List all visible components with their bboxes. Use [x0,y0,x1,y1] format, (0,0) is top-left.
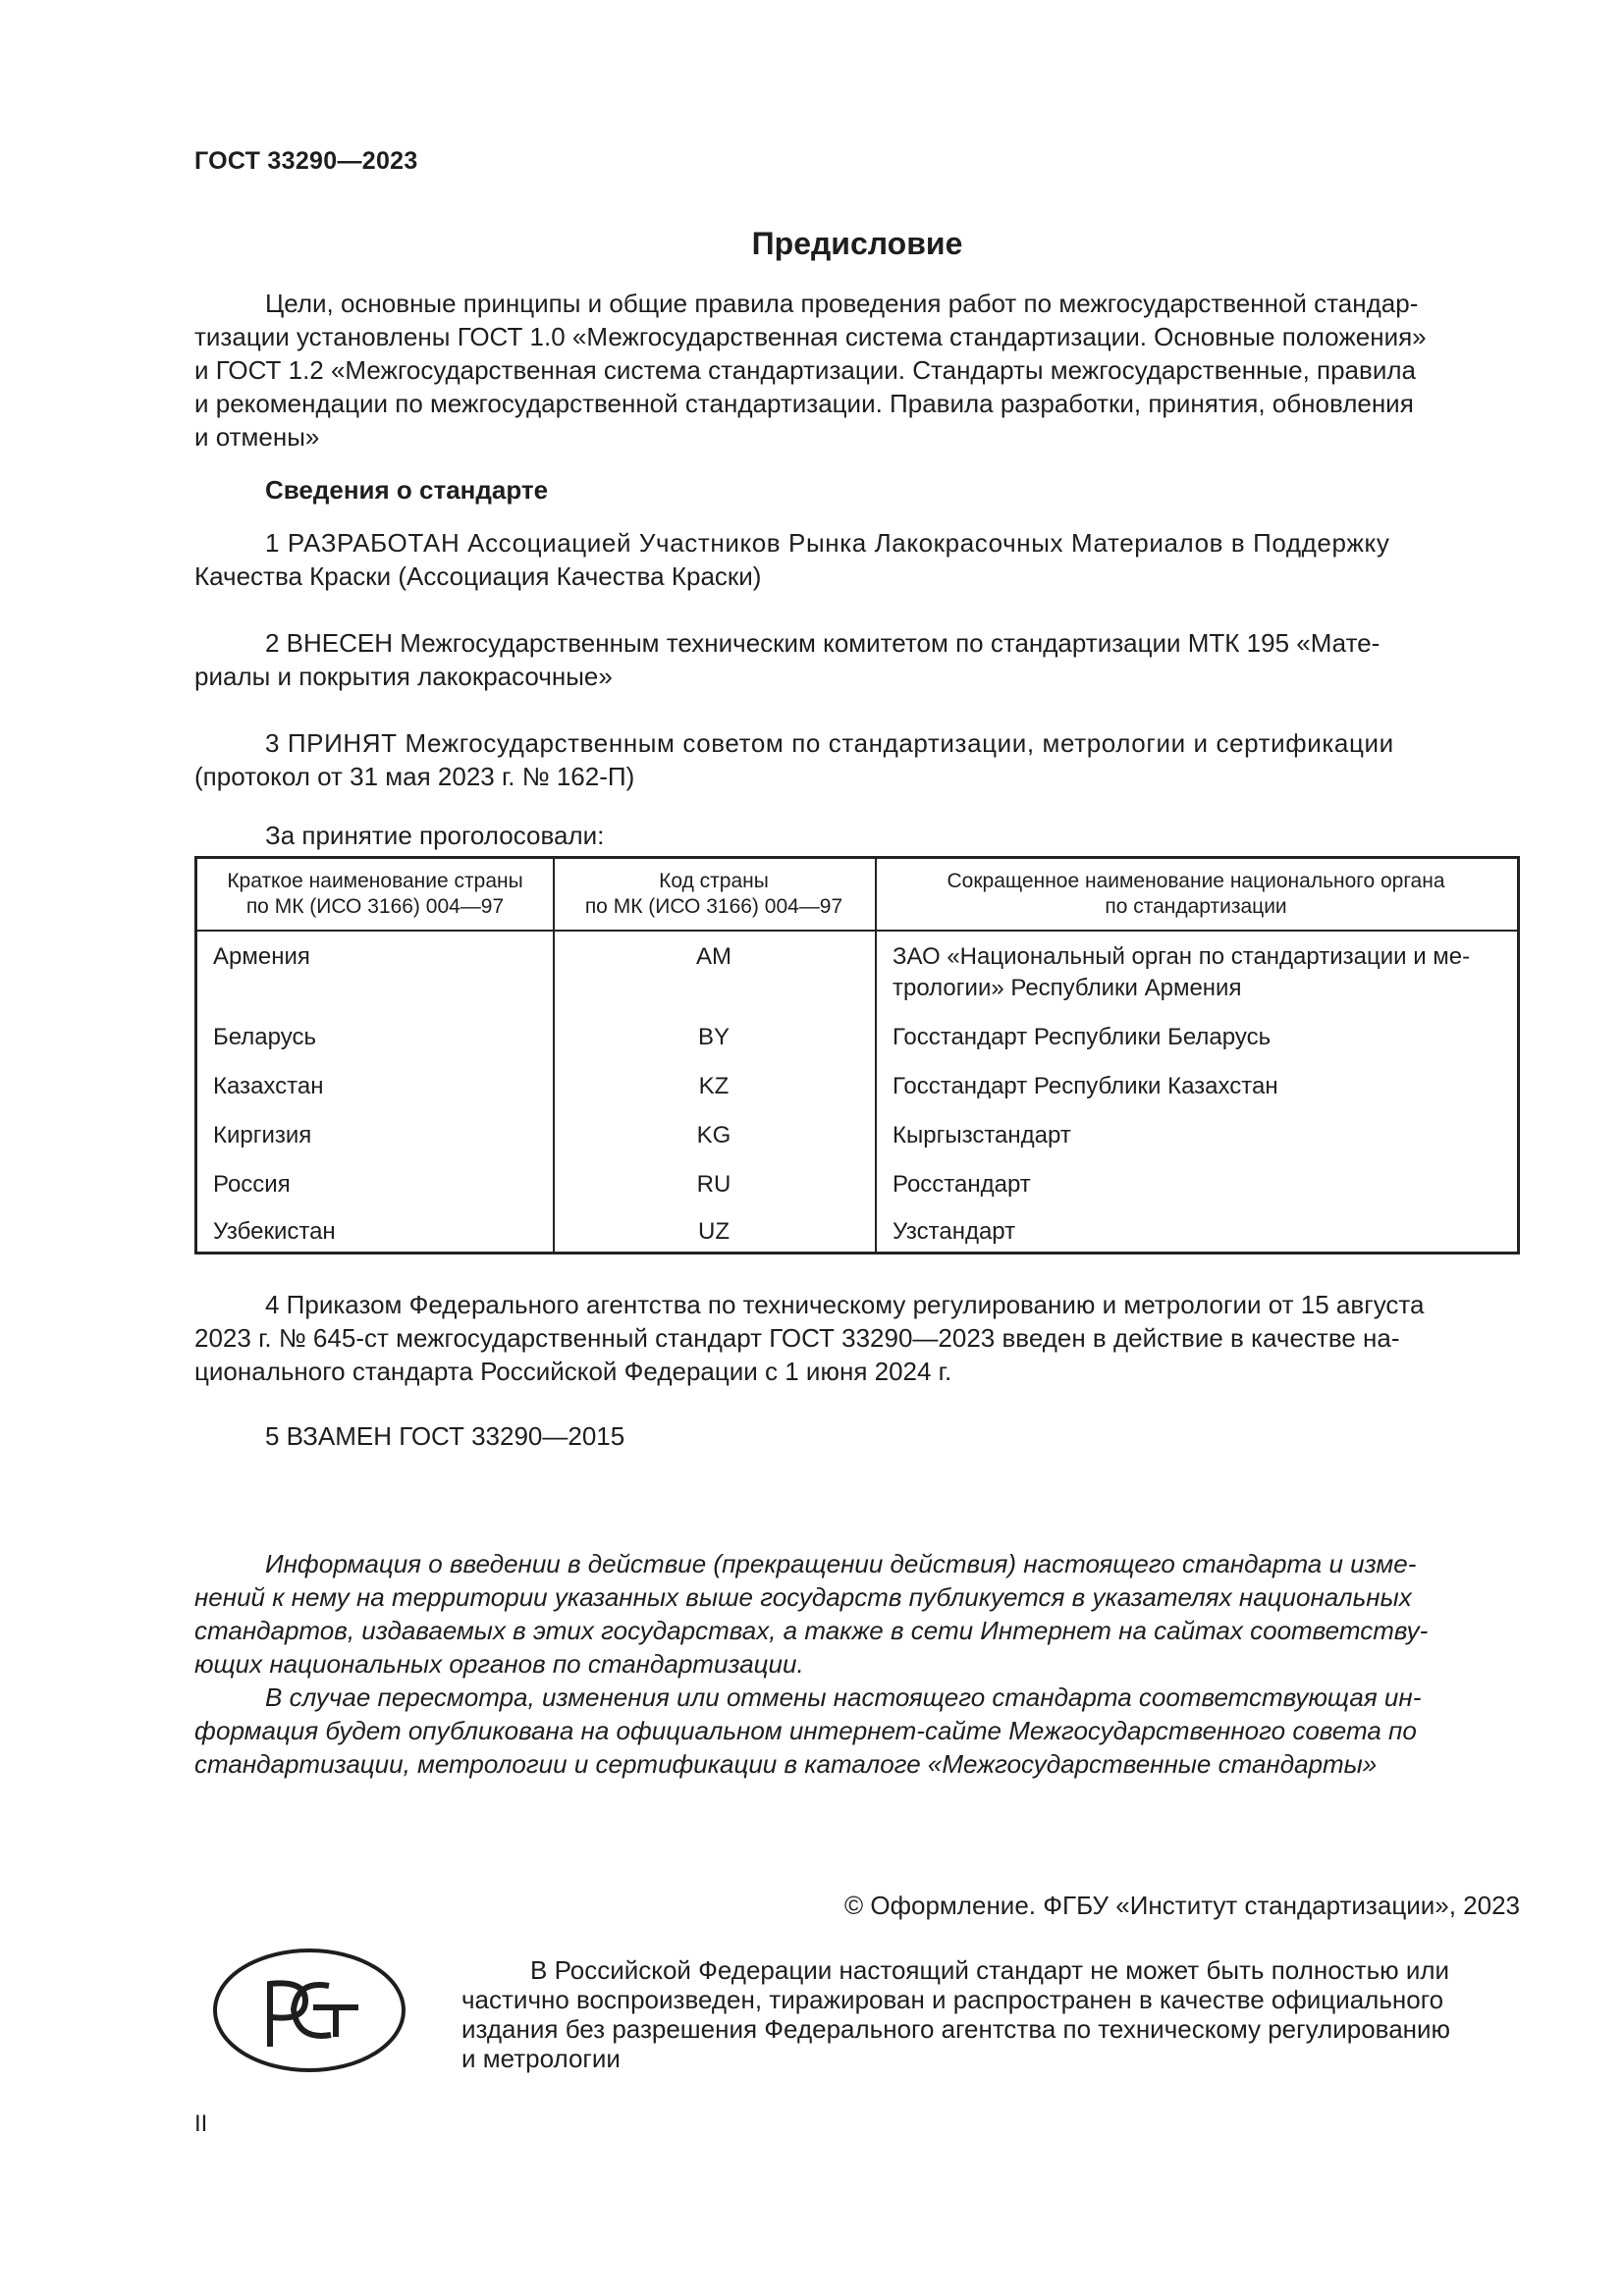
voted-label: За принятие проголосовали: [265,821,605,850]
table-cell-code: BY [697,1024,730,1050]
item-1-line-2: Качества Краски (Ассоциация Качества Краски) [194,561,762,591]
page-number: II [194,2110,208,2137]
intro-line-1: Цели, основные принципы и общие правила проведения работ по межгосударственной стандар- [265,289,1419,318]
item-2-line-2: риалы и покрытия лакокрасочные» [194,662,613,691]
table-header-divider [197,930,1517,932]
table-header-country: Краткое наименование страны по МК (ИСО 3166) 004—97 [227,870,523,918]
note-1-line-4: ющих национальных органов по стандартизации. [194,1649,804,1679]
table-cell-code: AM [696,943,731,970]
table-cell-code: UZ [698,1218,730,1245]
item-5: 5 ВЗАМЕН ГОСТ 33290—2015 [265,1421,625,1451]
item-4-line-3: ционального стандарта Российской Федерации с 1 июня 2024 г. [194,1357,952,1386]
item-2-line-1: 2 ВНЕСЕН Межгосударственным техническим комитетом по стандартизации МТК 195 «Мате- [265,628,1380,658]
note-2-line-3: стандартизации, метрологии и сертификации в каталоге «Межгосударственные стандарты» [194,1749,1378,1779]
table-cell-body: Росстандарт [893,1171,1031,1198]
table-cell-country: Беларусь [213,1024,316,1050]
table-cell-body: Кыргызстандарт [893,1122,1071,1148]
table-header-body: Сокращенное наименование национального органа по стандартизации [947,870,1445,918]
note-1-line-3: стандартов, издаваемых в этих государствах, а также в сети Интернет на сайтах соответству- [194,1616,1429,1645]
table-cell-country: Киргизия [213,1122,312,1148]
intro-line-4: и рекомендации по межгосударственной стандартизации. Правила разработки, принятия, обновления [194,389,1414,418]
table-cell-code: KZ [698,1073,730,1099]
table-cell-code: RU [696,1171,731,1198]
voting-countries-table [194,856,1520,1255]
item-4-line-1: 4 Приказом Федерального агентства по техническому регулированию и метрологии от 15 августа [265,1290,1425,1319]
notice-line-3: издания без разрешения Федерального агентства по техническому регулированию [461,2014,1451,2044]
note-1-line-2: нений к нему на территории указанных выше государств публикуется в указателях национальных [194,1582,1412,1612]
table-cell-body: трологии» Республики Армения [893,975,1242,1001]
item-3-line-1: 3 ПРИНЯТ Межгосударственным советом по стандартизации, метрологии и сертификации [265,728,1394,758]
notice-line-4: и метрологии [461,2044,621,2073]
intro-line-3: и ГОСТ 1.2 «Межгосударственная система стандартизации. Стандарты межгосударственные, правила [194,355,1416,385]
notice-line-1: В Российской Федерации настоящий стандарт не может быть полностью или [530,1955,1450,1985]
table-header-code: Код страны по МК (ИСО 3166) 004—97 [584,870,843,918]
item-4-line-2: 2023 г. № 645-ст межгосударственный стандарт ГОСТ 33290—2023 введен в действие в качестве на- [194,1323,1400,1353]
item-3-line-2: (протокол от 31 мая 2023 г. № 162-П) [194,762,635,791]
table-cell-body: ЗАО «Национальный орган по стандартизации и ме- [893,943,1471,970]
copyright-line: © Оформление. ФГБУ «Институт стандартизации», 2023 [844,1891,1520,1920]
table-cell-body: Узстандарт [893,1218,1016,1245]
table-cell-country: Россия [213,1171,291,1198]
intro-line-5: и отмены» [194,422,320,452]
table-cell-body: Госстандарт Республики Казахстан [893,1073,1278,1099]
page-title: Предисловие [751,226,963,261]
standard-info-heading: Сведения о стандарте [265,475,549,505]
note-2-line-2: формация будет опубликована на официальном интернет-сайте Межгосударственного совета по [194,1716,1417,1745]
rst-certification-mark-icon [211,1947,407,2074]
intro-line-2: тизации установлены ГОСТ 1.0 «Межгосударственная система стандартизации. Основные положения» [194,322,1427,351]
table-cell-country: Узбекистан [213,1218,336,1245]
table-cell-country: Армения [213,943,310,970]
table-cell-body: Госстандарт Республики Беларусь [893,1024,1272,1050]
item-1-line-1: 1 РАЗРАБОТАН Ассоциацией Участников Рынка Лакокрасочных Материалов в Поддержку [265,528,1390,558]
table-cell-country: Казахстан [213,1073,324,1099]
table-cell-code: KG [696,1122,731,1148]
notice-line-2: частично воспроизведен, тиражирован и распространен в качестве официального [461,1985,1444,2014]
note-2-line-1: В случае пересмотра, изменения или отмены настоящего стандарта соответствующая ин- [265,1682,1422,1712]
note-1-line-1: Информация о введении в действие (прекращении действия) настоящего стандарта и изме- [265,1549,1417,1578]
document-code-header: ГОСТ 33290—2023 [194,147,418,175]
